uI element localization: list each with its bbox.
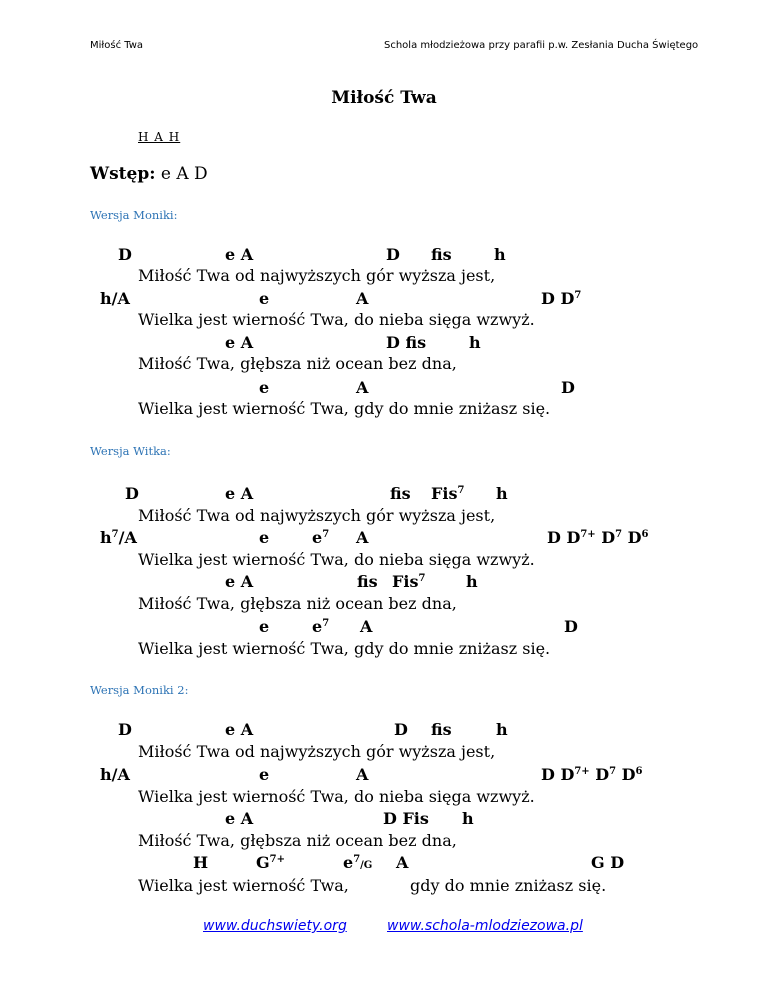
chord: $e^7$	[312, 617, 330, 636]
lyric-line: Miłość Twa od najwyższych gór wyższa jest,	[138, 266, 496, 285]
chord: A	[356, 528, 369, 547]
chord: e A	[225, 720, 254, 739]
chord: D	[118, 720, 132, 739]
footer-link-duchswiety[interactable]: www.duchswiety.org	[203, 918, 347, 934]
intro-chords: e A D	[160, 164, 208, 184]
chord: fis	[431, 245, 452, 264]
lyric-line: Wielka jest wierność Twa, do nieba sięga wzwyż.	[138, 310, 535, 329]
version-label: Wersja Moniki 2:	[90, 683, 189, 697]
footer-link-schola[interactable]: www.schola-mlodziezowa.pl	[387, 918, 583, 934]
intro-line	[90, 164, 208, 184]
chord: D fis	[386, 333, 427, 352]
lyric-line: Miłość Twa, głębsza niż ocean bez dna,	[138, 594, 457, 613]
chord: A	[356, 289, 369, 308]
chord: D	[118, 245, 132, 264]
chord: Fis$^7$	[392, 572, 426, 591]
chord: e A	[225, 572, 254, 591]
chord: D $D^{7+}$ $D^7$ $D^6$	[541, 765, 643, 784]
chord: $e^7/G$	[343, 853, 373, 872]
header-right: Schola młodzieżowa przy parafii p.w. Zesłania Ducha Świętego	[384, 40, 699, 51]
chord: $e^7$	[312, 528, 330, 547]
chord: A	[360, 617, 373, 636]
chord: e A	[225, 245, 254, 264]
intro-label: Wstęp:	[90, 164, 156, 184]
chord: e A	[225, 484, 254, 503]
chord: h	[462, 809, 474, 828]
chord: $h^7/A$	[100, 528, 137, 547]
chord: D	[125, 484, 139, 503]
lyric-line: Wielka jest wierność Twa, gdy do mnie zniżasz się.	[138, 399, 551, 418]
chord: h/A	[100, 765, 130, 784]
chord: e	[259, 617, 270, 636]
chord: e	[259, 289, 270, 308]
hah-note: H A H	[138, 130, 181, 144]
lyric-line: Miłość Twa, głębsza niż ocean bez dna,	[138, 354, 457, 373]
chord: fis	[390, 484, 411, 503]
chord: D Fis	[383, 809, 429, 828]
chord: D $D^7$	[541, 289, 582, 308]
lyric-line: Wielka jest wierność Twa, gdy do mnie zniżasz się.	[138, 639, 551, 658]
version-label: Wersja Witka:	[90, 444, 171, 458]
chord: H	[193, 853, 209, 872]
lyric-line: Miłość Twa, głębsza niż ocean bez dna,	[138, 831, 457, 850]
chord: D	[561, 378, 575, 397]
lyric-line: Wielka jest wierność Twa,	[138, 876, 349, 895]
chord: D	[386, 245, 400, 264]
version-label: Wersja Moniki:	[90, 208, 178, 222]
chord: e	[259, 765, 270, 784]
chord: h	[469, 333, 481, 352]
chord: h	[466, 572, 478, 591]
chord: A	[356, 378, 369, 397]
chord: fis	[431, 720, 452, 739]
chord: e A	[225, 333, 254, 352]
chord: e A	[225, 809, 254, 828]
chord: fis	[357, 572, 378, 591]
chord: h	[496, 720, 508, 739]
chord: A	[396, 853, 409, 872]
chord: e	[259, 528, 270, 547]
chord: D	[564, 617, 578, 636]
chord: e	[259, 378, 270, 397]
lyric-line: Wielka jest wierność Twa, do nieba sięga wzwyż.	[138, 787, 535, 806]
chord: G D	[591, 853, 625, 872]
header-left: Miłość Twa	[90, 40, 144, 51]
chord: D $D^{7+}$ $D^7$ $D^6$	[547, 528, 649, 547]
chord: h	[494, 245, 506, 264]
lyric-line: Miłość Twa od najwyższych gór wyższa jest,	[138, 742, 496, 761]
lyric-line: gdy do mnie zniżasz się.	[410, 876, 607, 895]
chord: A	[356, 765, 369, 784]
chord: Fis$^7$	[431, 484, 465, 503]
chord: h	[496, 484, 508, 503]
lyric-line: Wielka jest wierność Twa, do nieba sięga wzwyż.	[138, 550, 535, 569]
chord: h/A	[100, 289, 130, 308]
page-title: Miłość Twa	[331, 88, 437, 108]
chord: D	[394, 720, 408, 739]
chord: $G^{7+}$	[256, 853, 286, 872]
lyric-line: Miłość Twa od najwyższych gór wyższa jest,	[138, 506, 496, 525]
